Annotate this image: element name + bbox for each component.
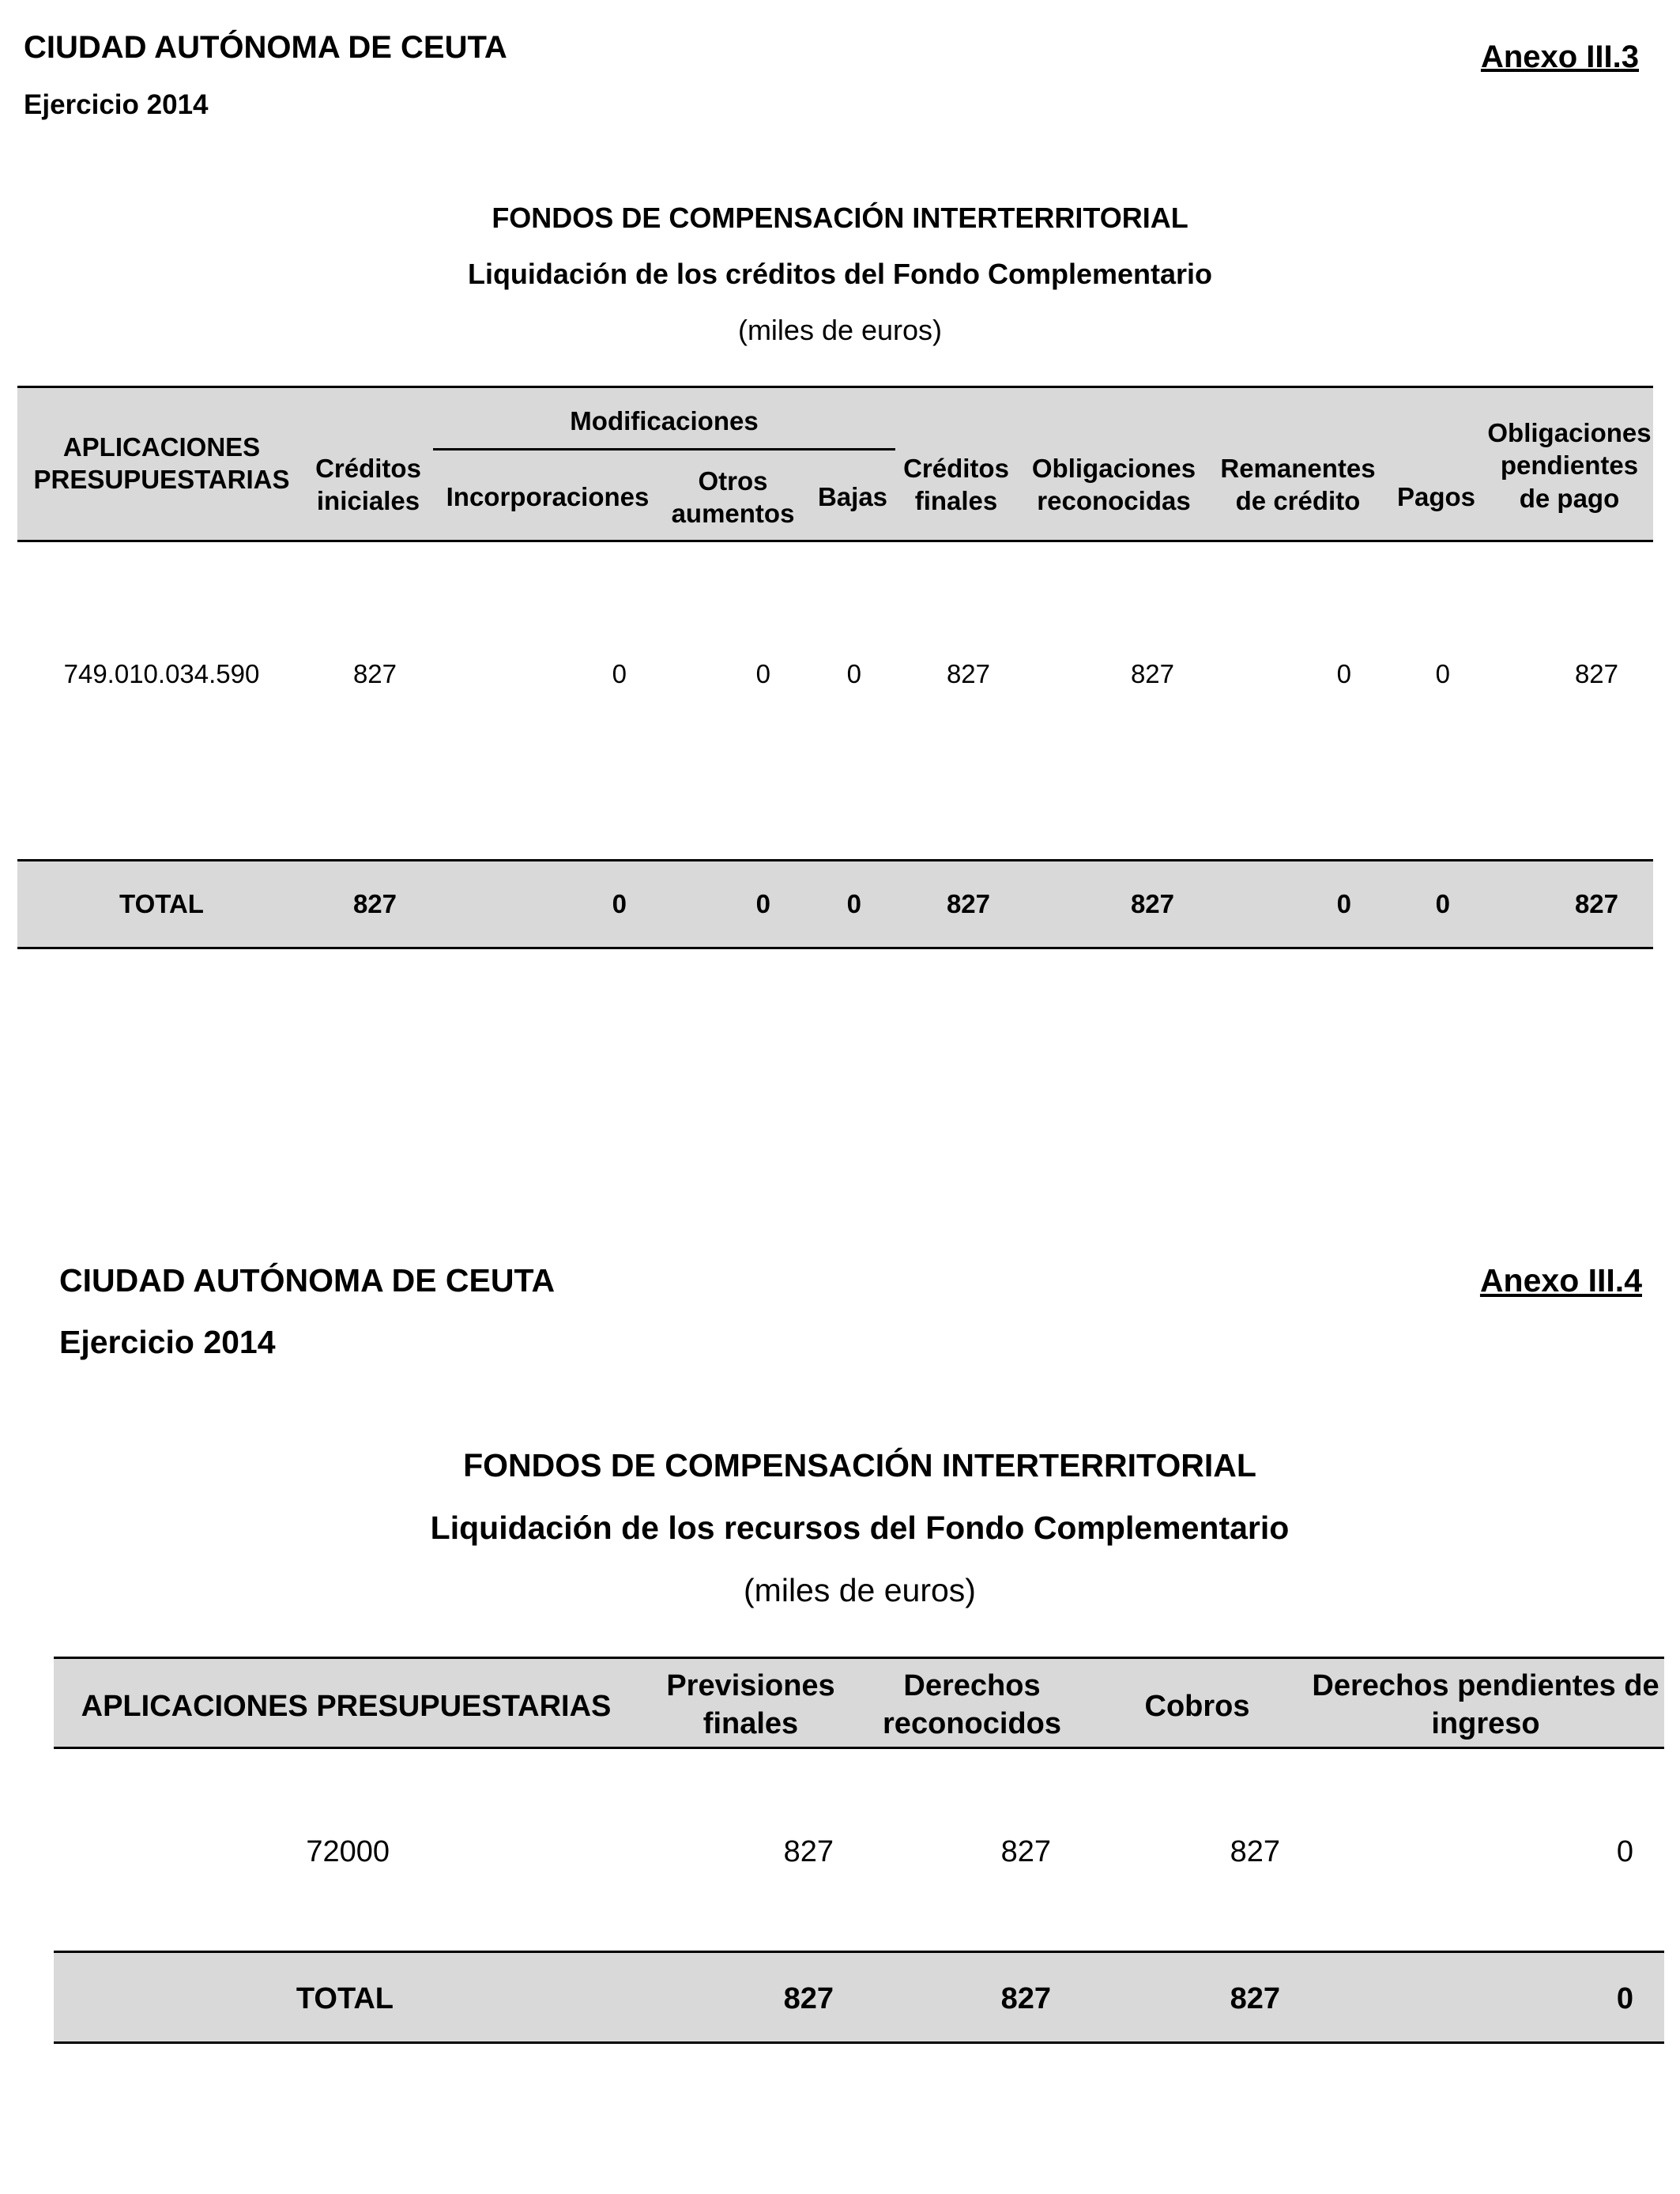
- row-derechos-pendientes: 0: [1616, 1835, 1633, 1868]
- col-header-previsiones: Previsiones finales: [666, 1669, 835, 1740]
- total-obligaciones-reconocidas: 827: [1130, 889, 1174, 918]
- total-label: TOTAL: [119, 889, 204, 918]
- row-derechos-reconocidos: 827: [1000, 1835, 1051, 1868]
- col-header-derechos-reconocidos: Derechos reconocidos: [883, 1669, 1061, 1740]
- col-header-creditos-iniciales: Créditos iniciales: [315, 454, 421, 516]
- row-cobros: 827: [1230, 1835, 1280, 1868]
- total-otros-aumentos: 0: [755, 889, 770, 918]
- annex-label: Anexo III.3: [1480, 40, 1639, 74]
- col-header-remanentes: Remanentes de crédito: [1220, 454, 1376, 516]
- col-header-modificaciones: Modificaciones: [570, 406, 759, 435]
- row-incorporaciones: 0: [612, 659, 627, 688]
- row-creditos-iniciales: 827: [352, 659, 397, 688]
- units-note: (miles de euros): [744, 1572, 976, 1608]
- entity-name: CIUDAD AUTÓNOMA DE CEUTA: [24, 30, 507, 65]
- row-aplicacion: 72000: [306, 1835, 390, 1868]
- col-header-pagos: Pagos: [1396, 482, 1476, 511]
- report-title: FONDOS DE COMPENSACIÓN INTERTERRITORIAL: [492, 202, 1188, 234]
- total-top-rule: [54, 1951, 1664, 1953]
- entity-name: CIUDAD AUTÓNOMA DE CEUTA: [59, 1262, 556, 1299]
- col-header-aplicaciones: APLICACIONES PRESUPUESTARIAS: [81, 1690, 612, 1723]
- total-bottom-rule: [54, 2041, 1664, 2044]
- col-header-bajas: Bajas: [817, 482, 888, 511]
- total-pagos: 0: [1435, 889, 1450, 918]
- row-aplicacion: 749.010.034.590: [63, 659, 260, 688]
- row-obligaciones-reconocidas: 827: [1130, 659, 1174, 688]
- table-top-rule: [54, 1657, 1664, 1659]
- header-bottom-rule: [17, 540, 1653, 542]
- row-previsiones: 827: [783, 1835, 834, 1868]
- row-bajas: 0: [846, 659, 861, 688]
- row-creditos-finales: 827: [946, 659, 990, 688]
- report-subtitle: Liquidación de los créditos del Fondo Complementario: [467, 258, 1213, 290]
- col-header-creditos-finales: Créditos finales: [903, 454, 1009, 516]
- modificaciones-rule: [433, 448, 895, 450]
- annex-label: Anexo III.4: [1479, 1262, 1642, 1299]
- total-previsiones: 827: [783, 1982, 834, 2015]
- total-bajas: 0: [846, 889, 861, 918]
- total-derechos-reconocidos: 827: [1000, 1982, 1051, 2015]
- total-bottom-rule: [17, 947, 1653, 949]
- report-title: FONDOS DE COMPENSACIÓN INTERTERRITORIAL: [463, 1447, 1256, 1483]
- total-creditos-iniciales: 827: [352, 889, 397, 918]
- row-otros-aumentos: 0: [755, 659, 770, 688]
- header-bottom-rule: [54, 1747, 1664, 1749]
- col-header-derechos-pendientes: Derechos pendientes de ingreso: [1312, 1669, 1659, 1740]
- total-derechos-pendientes: 0: [1616, 1982, 1633, 2015]
- col-header-obligaciones-reconocidas: Obligaciones reconocidas: [1031, 454, 1196, 516]
- row-pagos: 0: [1435, 659, 1450, 688]
- col-header-incorporaciones: Incorporaciones: [446, 482, 650, 511]
- report-subtitle: Liquidación de los recursos del Fondo Complementario: [430, 1510, 1290, 1546]
- total-obligaciones-pendientes: 827: [1574, 889, 1618, 918]
- total-top-rule: [17, 859, 1653, 861]
- col-header-cobros: Cobros: [1144, 1690, 1250, 1723]
- col-header-aplicaciones: APLICACIONES PRESUPUESTARIAS: [33, 432, 290, 495]
- col-header-obligaciones-pendientes: Obligaciones pendientes de pago: [1487, 418, 1652, 513]
- fiscal-year: Ejercicio 2014: [24, 89, 209, 120]
- total-label: TOTAL: [296, 1982, 394, 2015]
- units-note: (miles de euros): [737, 314, 943, 346]
- total-remanentes: 0: [1336, 889, 1351, 918]
- fiscal-year: Ejercicio 2014: [59, 1324, 276, 1360]
- table-top-rule: [17, 386, 1653, 388]
- total-cobros: 827: [1230, 1982, 1280, 2015]
- col-header-otros-aumentos: Otros aumentos: [671, 466, 795, 529]
- total-creditos-finales: 827: [946, 889, 990, 918]
- row-obligaciones-pendientes: 827: [1574, 659, 1618, 688]
- row-remanentes: 0: [1336, 659, 1351, 688]
- total-incorporaciones: 0: [612, 889, 627, 918]
